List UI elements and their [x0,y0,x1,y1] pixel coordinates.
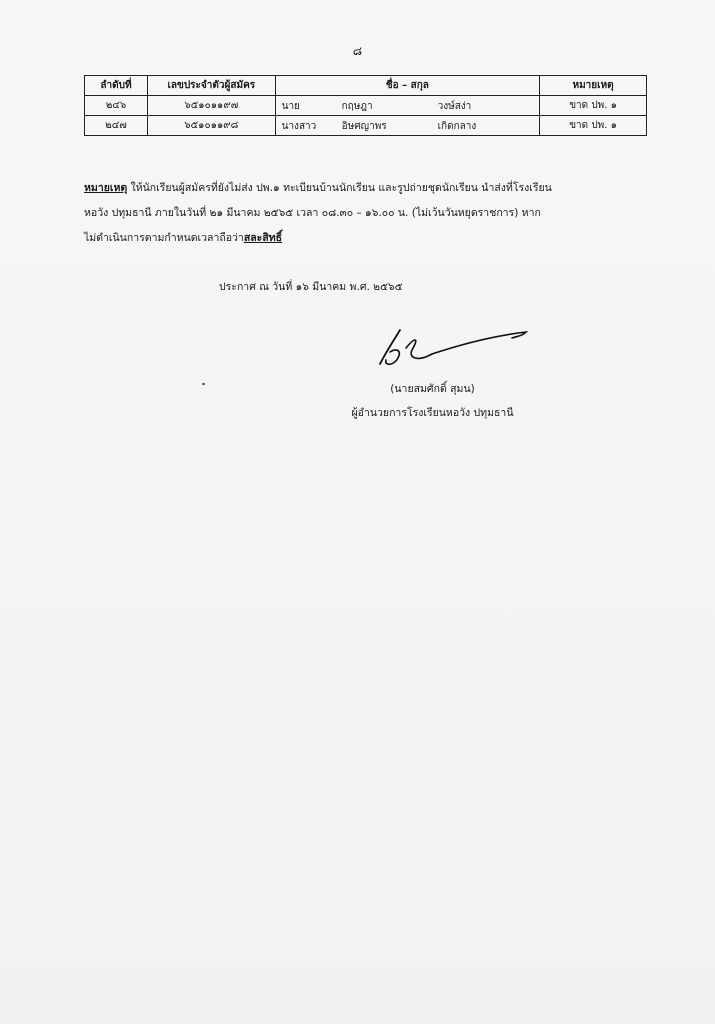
remark-text-3: ไม่ดำเนินการตามกำหนดเวลาถือว่า [84,232,244,244]
remark-line-3 [84,226,654,251]
cell-note: ขาด ปพ. ๑ [540,96,647,116]
remark-line-2: หอวัง ปทุมธานี ภายในวันที่ ๒๑ มีนาคม ๒๕๖๕ เวลา ๐๘.๓๐ – ๑๖.๐๐ น. (ไม่เว้นวันหยุดราชการ) หาก [84,207,541,219]
applicant-table [84,75,647,136]
remark-emphasis: สละสิทธิ์ [243,232,283,244]
header-note: หมายเหตุ [540,76,647,96]
header-applicant-id: เลขประจำตัวผู้สมัคร [147,76,275,96]
name-title: นาย [281,101,300,112]
cell-name [275,96,540,116]
cell-applicant-id: ๖๕๑๐๑๑๙๗ [147,96,275,116]
remark-line-1 [84,176,654,201]
cell-note: ขาด ปพ. ๑ [540,116,647,136]
signer-name: (นายสมศักดิ์ สุมน) [390,383,475,395]
table-header-row [85,76,647,96]
name-last: เกิดกลาง [437,121,477,132]
cell-seq: ๒๔๖ [85,96,148,116]
name-first: อิษศญาพร [341,121,387,132]
remark-text-1: ให้นักเรียนผู้สมัครที่ยังไม่ส่ง ปพ.๑ ทะเบียนบ้านนักเรียน และรูปถ่ายชุดนักเรียน นำส่งที่โรงเรียน [127,182,552,194]
name-first: กฤษฎา [341,101,373,112]
remark-paragraph [84,176,654,251]
announcement-date: ประกาศ ณ วันที่ ๑๖ มีนาคม พ.ศ. ๒๕๖๕ [219,281,403,293]
signer-position: ผู้อำนวยการโรงเรียนหอวัง ปทุมธานี [351,407,514,419]
name-title: นางสาว [281,121,317,132]
table-row [85,96,647,116]
cell-seq: ๒๔๗ [85,116,148,136]
signature-image [372,322,532,372]
header-name: ชื่อ – สกุล [275,76,540,96]
table-row [85,116,647,136]
cell-name [275,116,540,136]
remark-label: หมายเหตุ [84,182,128,194]
header-seq: ลำดับที่ [85,76,148,96]
name-last: วงษ์สง่า [437,101,472,112]
cell-applicant-id: ๖๕๑๐๑๑๙๘ [147,116,275,136]
page-number: ๘ [352,44,363,58]
